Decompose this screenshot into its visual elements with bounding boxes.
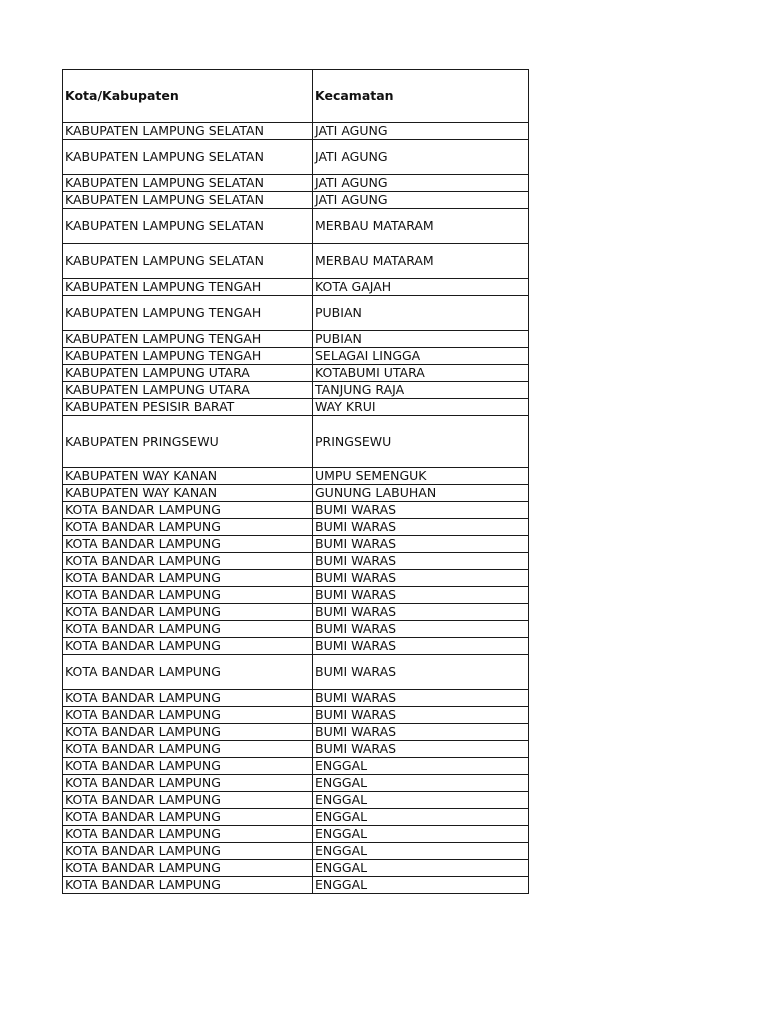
cell-kecamatan: BUMI WARAS [313,707,529,724]
data-table [62,69,529,894]
cell-kecamatan: JATI AGUNG [313,123,529,140]
table-row [63,348,529,365]
table-row [63,485,529,502]
table-row [63,416,529,468]
table-row [63,655,529,690]
cell-kota-kabupaten: KOTA BANDAR LAMPUNG [63,536,313,553]
table-row [63,860,529,877]
table-body [63,123,529,894]
cell-kota-kabupaten: KOTA BANDAR LAMPUNG [63,860,313,877]
table-row [63,758,529,775]
table-row [63,502,529,519]
cell-kecamatan: BUMI WARAS [313,724,529,741]
cell-kota-kabupaten: KOTA BANDAR LAMPUNG [63,655,313,690]
table-row [63,621,529,638]
cell-kecamatan: BUMI WARAS [313,655,529,690]
cell-kota-kabupaten: KABUPATEN LAMPUNG TENGAH [63,296,313,331]
cell-kota-kabupaten: KABUPATEN LAMPUNG TENGAH [63,279,313,296]
table-row [63,570,529,587]
cell-kota-kabupaten: KOTA BANDAR LAMPUNG [63,707,313,724]
cell-kecamatan: BUMI WARAS [313,741,529,758]
cell-kecamatan: PRINGSEWU [313,416,529,468]
table-row [63,809,529,826]
cell-kecamatan: TANJUNG RAJA [313,382,529,399]
cell-kecamatan: JATI AGUNG [313,140,529,175]
column-header-kota: Kota/Kabupaten [63,70,313,123]
table-row [63,587,529,604]
table-row [63,279,529,296]
cell-kota-kabupaten: KABUPATEN LAMPUNG SELATAN [63,244,313,279]
cell-kecamatan: JATI AGUNG [313,192,529,209]
cell-kota-kabupaten: KOTA BANDAR LAMPUNG [63,638,313,655]
cell-kota-kabupaten: KOTA BANDAR LAMPUNG [63,502,313,519]
table-row [63,192,529,209]
table-row [63,244,529,279]
table-row [63,843,529,860]
cell-kecamatan: BUMI WARAS [313,638,529,655]
cell-kota-kabupaten: KOTA BANDAR LAMPUNG [63,570,313,587]
cell-kota-kabupaten: KABUPATEN LAMPUNG UTARA [63,382,313,399]
cell-kecamatan: ENGGAL [313,758,529,775]
table-row [63,331,529,348]
table-row [63,741,529,758]
cell-kota-kabupaten: KOTA BANDAR LAMPUNG [63,843,313,860]
cell-kota-kabupaten: KABUPATEN WAY KANAN [63,468,313,485]
cell-kecamatan: BUMI WARAS [313,621,529,638]
table-row [63,123,529,140]
table-row [63,775,529,792]
cell-kecamatan: MERBAU MATARAM [313,244,529,279]
cell-kota-kabupaten: KOTA BANDAR LAMPUNG [63,621,313,638]
cell-kota-kabupaten: KOTA BANDAR LAMPUNG [63,724,313,741]
cell-kota-kabupaten: KABUPATEN LAMPUNG SELATAN [63,192,313,209]
table-row [63,877,529,894]
column-header-kecamatan: Kecamatan [313,70,529,123]
cell-kecamatan: BUMI WARAS [313,536,529,553]
cell-kecamatan: BUMI WARAS [313,570,529,587]
cell-kota-kabupaten: KOTA BANDAR LAMPUNG [63,604,313,621]
table-row [63,365,529,382]
cell-kecamatan: BUMI WARAS [313,587,529,604]
cell-kecamatan: BUMI WARAS [313,604,529,621]
cell-kecamatan: MERBAU MATARAM [313,209,529,244]
table-row [63,175,529,192]
cell-kota-kabupaten: KOTA BANDAR LAMPUNG [63,741,313,758]
cell-kota-kabupaten: KOTA BANDAR LAMPUNG [63,792,313,809]
cell-kecamatan: JATI AGUNG [313,175,529,192]
cell-kota-kabupaten: KOTA BANDAR LAMPUNG [63,809,313,826]
table-row [63,724,529,741]
cell-kecamatan: GUNUNG LABUHAN [313,485,529,502]
cell-kecamatan: WAY KRUI [313,399,529,416]
cell-kota-kabupaten: KOTA BANDAR LAMPUNG [63,877,313,894]
cell-kota-kabupaten: KABUPATEN WAY KANAN [63,485,313,502]
cell-kota-kabupaten: KOTA BANDAR LAMPUNG [63,519,313,536]
table-row [63,140,529,175]
cell-kota-kabupaten: KABUPATEN LAMPUNG TENGAH [63,331,313,348]
table-row [63,382,529,399]
cell-kota-kabupaten: KOTA BANDAR LAMPUNG [63,758,313,775]
table-row [63,707,529,724]
table-row [63,209,529,244]
table-row [63,690,529,707]
cell-kota-kabupaten: KOTA BANDAR LAMPUNG [63,587,313,604]
cell-kota-kabupaten: KOTA BANDAR LAMPUNG [63,553,313,570]
cell-kecamatan: BUMI WARAS [313,502,529,519]
cell-kota-kabupaten: KABUPATEN LAMPUNG SELATAN [63,140,313,175]
cell-kecamatan: ENGGAL [313,843,529,860]
cell-kecamatan: ENGGAL [313,792,529,809]
cell-kota-kabupaten: KABUPATEN LAMPUNG SELATAN [63,175,313,192]
table-row [63,638,529,655]
cell-kota-kabupaten: KABUPATEN LAMPUNG UTARA [63,365,313,382]
table-row [63,792,529,809]
cell-kecamatan: BUMI WARAS [313,553,529,570]
cell-kecamatan: ENGGAL [313,775,529,792]
cell-kota-kabupaten: KOTA BANDAR LAMPUNG [63,775,313,792]
table-header-row [63,70,529,123]
cell-kecamatan: KOTABUMI UTARA [313,365,529,382]
cell-kota-kabupaten: KOTA BANDAR LAMPUNG [63,826,313,843]
cell-kecamatan: PUBIAN [313,296,529,331]
table-row [63,536,529,553]
cell-kecamatan: ENGGAL [313,809,529,826]
cell-kecamatan: ENGGAL [313,877,529,894]
cell-kota-kabupaten: KOTA BANDAR LAMPUNG [63,690,313,707]
cell-kecamatan: ENGGAL [313,860,529,877]
table-row [63,519,529,536]
cell-kecamatan: PUBIAN [313,331,529,348]
cell-kota-kabupaten: KABUPATEN LAMPUNG SELATAN [63,123,313,140]
cell-kecamatan: ENGGAL [313,826,529,843]
table-row [63,553,529,570]
cell-kota-kabupaten: KABUPATEN PRINGSEWU [63,416,313,468]
cell-kota-kabupaten: KABUPATEN PESISIR BARAT [63,399,313,416]
table-row [63,296,529,331]
cell-kecamatan: SELAGAI LINGGA [313,348,529,365]
table-row [63,468,529,485]
cell-kecamatan: BUMI WARAS [313,690,529,707]
cell-kota-kabupaten: KABUPATEN LAMPUNG SELATAN [63,209,313,244]
cell-kecamatan: KOTA GAJAH [313,279,529,296]
cell-kota-kabupaten: KABUPATEN LAMPUNG TENGAH [63,348,313,365]
table-row [63,399,529,416]
cell-kecamatan: BUMI WARAS [313,519,529,536]
table-row [63,826,529,843]
cell-kecamatan: UMPU SEMENGUK [313,468,529,485]
table-row [63,604,529,621]
